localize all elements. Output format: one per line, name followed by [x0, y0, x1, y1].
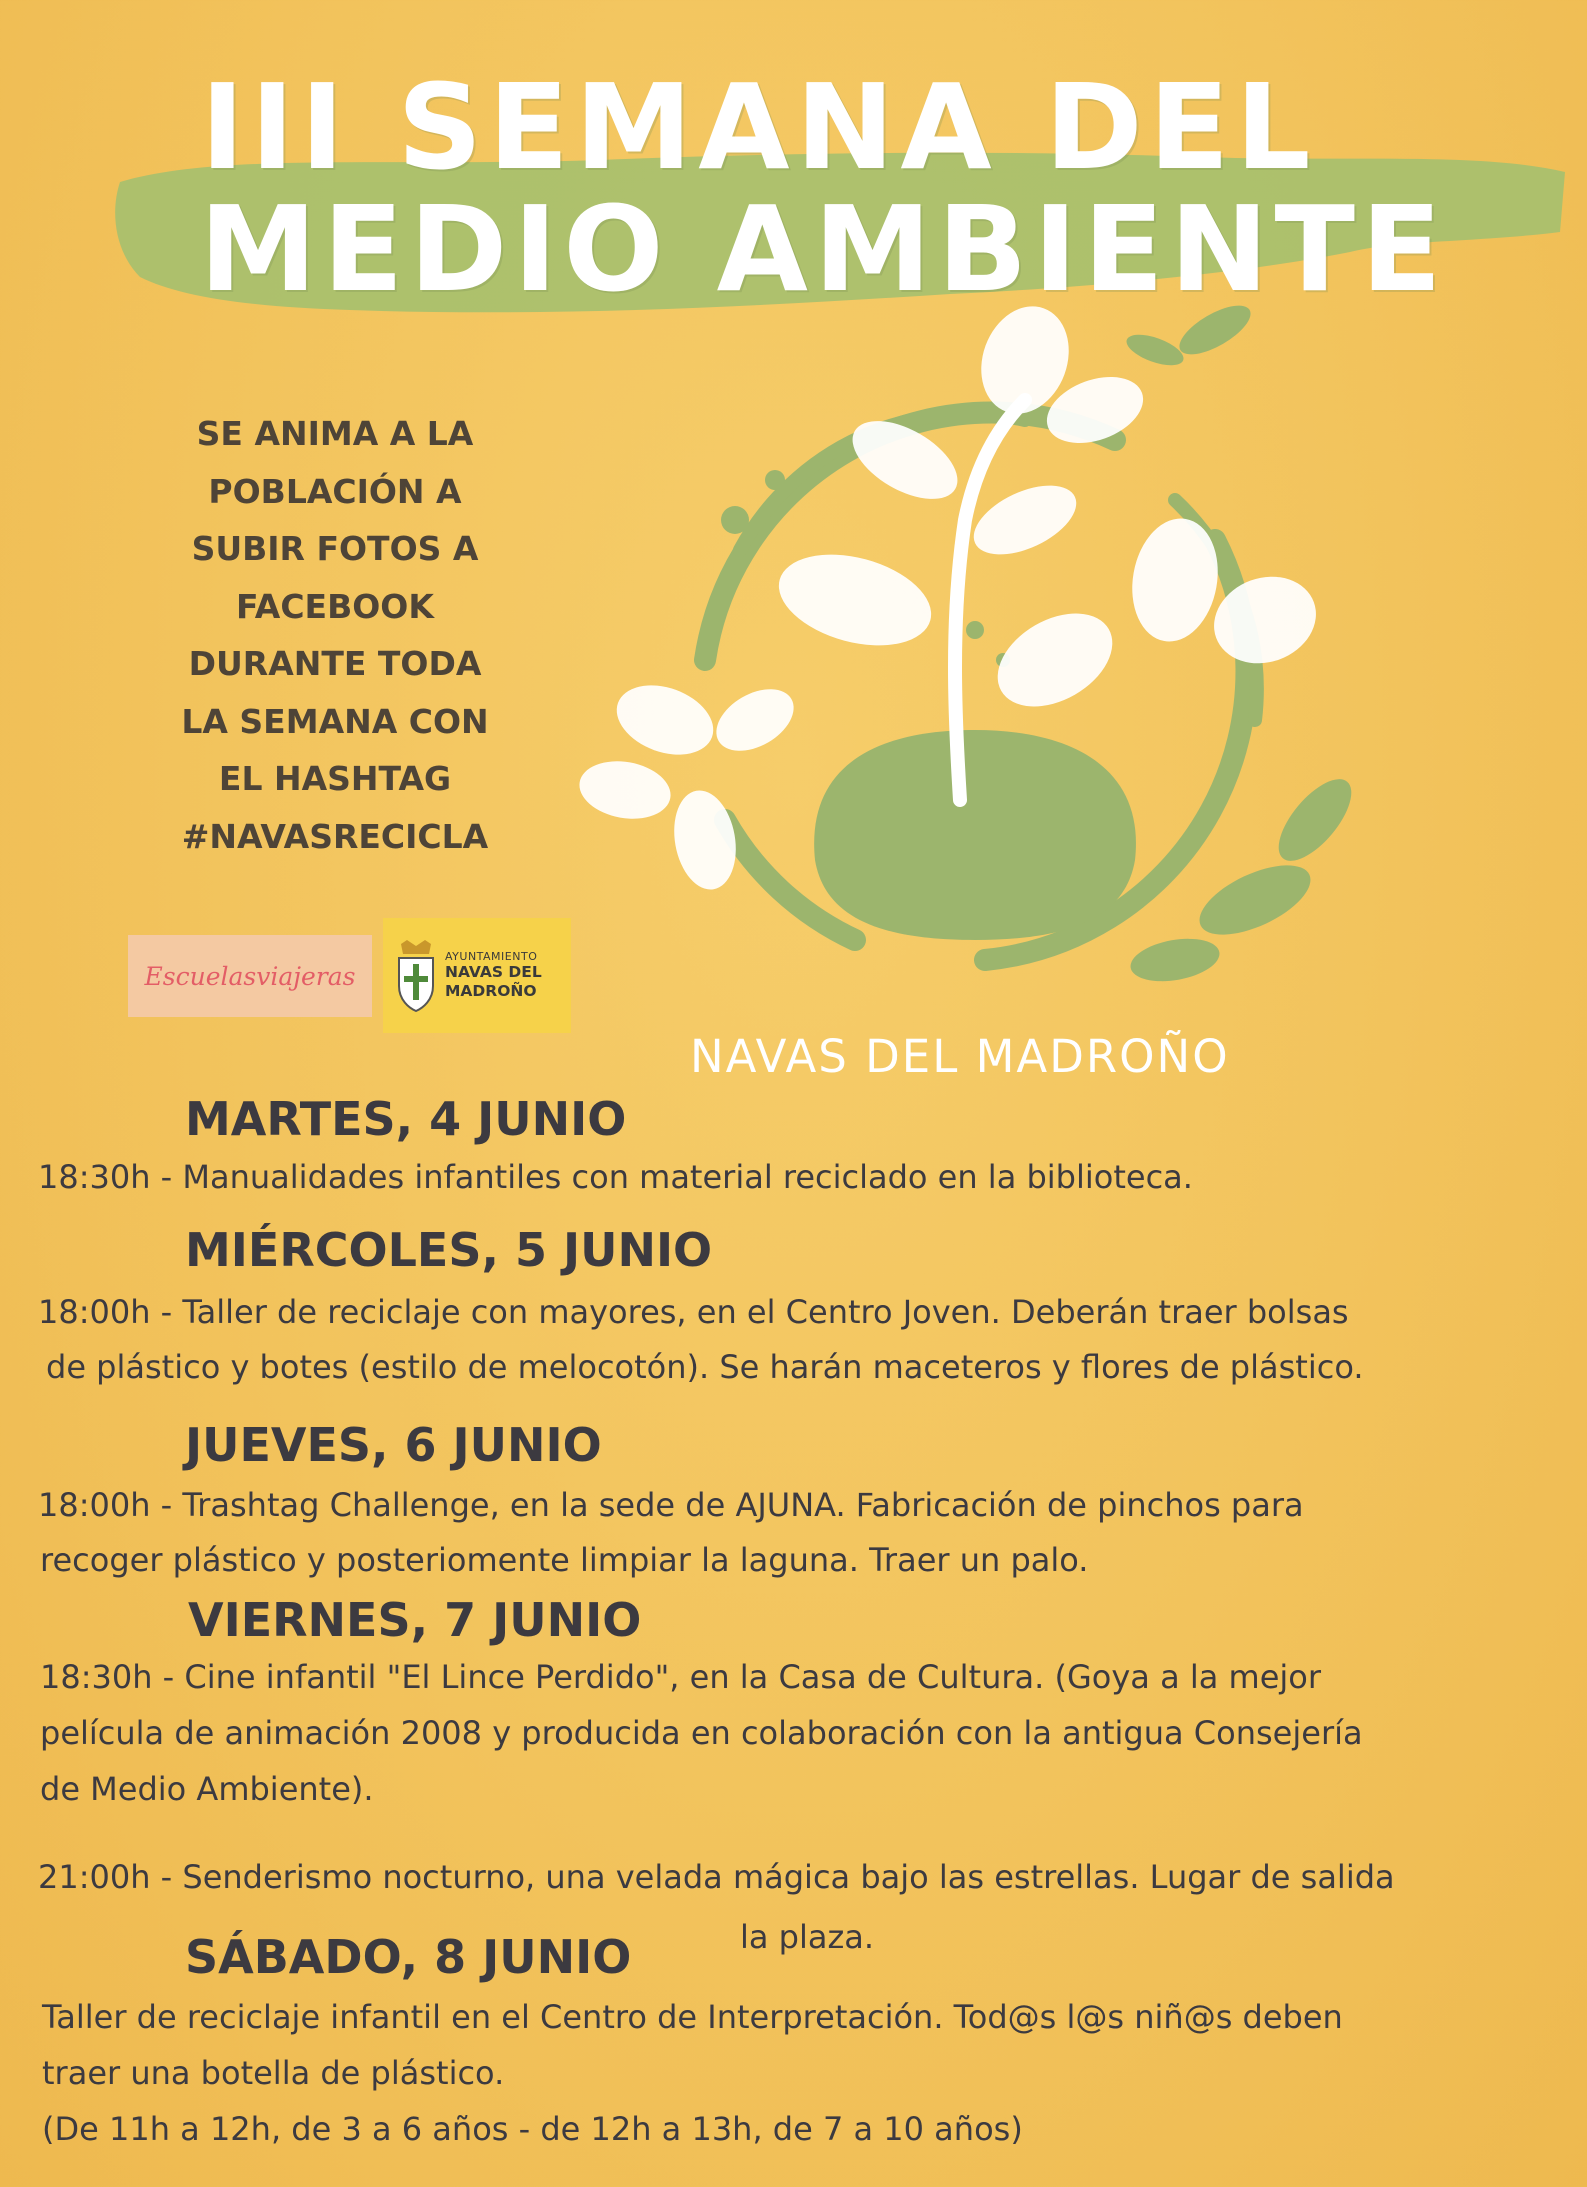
- callout-line: POBLACIÓN A: [208, 471, 462, 511]
- event-line: la plaza.: [740, 1918, 875, 1956]
- event-line: de Medio Ambiente).: [40, 1770, 374, 1808]
- event-line: (De 11h a 12h, de 3 a 6 años - de 12h a 13h, de 7 a 10 años): [42, 2110, 1023, 2148]
- callout-line: SUBIR FOTOS A: [191, 529, 479, 568]
- title-line-2: MEDIO AMBIENTE: [199, 180, 1448, 318]
- day-heading-jueves: JUEVES, 6 JUNIO: [185, 1418, 602, 1472]
- hashtag-callout: [145, 405, 525, 865]
- event-line: Taller de reciclaje infantil en el Centro de Interpretación. Tod@s l@s niñ@s deben: [42, 1998, 1343, 2036]
- callout-line: DURANTE TODA: [188, 644, 482, 683]
- event-line: película de animación 2008 y producida en colaboración con la antigua Consejería: [40, 1714, 1363, 1752]
- event-line: 18:30h - Manualidades infantiles con material reciclado en la biblioteca.: [38, 1158, 1193, 1196]
- callout-line: FACEBOOK: [236, 586, 434, 626]
- event-line: de plástico y botes (estilo de melocotón). Se harán maceteros y flores de plástico.: [46, 1348, 1364, 1386]
- event-line: 18:00h - Taller de reciclaje con mayores, en el Centro Joven. Deberán traer bolsas: [38, 1293, 1349, 1331]
- day-heading-martes: MARTES, 4 JUNIO: [185, 1092, 627, 1146]
- callout-line: #NAVASRECICLA: [181, 816, 489, 856]
- event-line: 18:00h - Trashtag Challenge, en la sede de AJUNA. Fabricación de pinchos para: [38, 1486, 1304, 1524]
- event-line: 18:30h - Cine infantil "El Lince Perdido", en la Casa de Cultura. (Goya a la mejor: [40, 1658, 1321, 1696]
- callout-line: LA SEMANA CON: [181, 701, 489, 741]
- event-line: recoger plástico y posteriomente limpiar la laguna. Traer un palo.: [40, 1541, 1089, 1579]
- title-line-1: III SEMANA DEL: [200, 58, 1317, 196]
- coat-of-arms-icon: [395, 940, 437, 1012]
- day-heading-viernes: VIERNES, 7 JUNIO: [188, 1593, 642, 1647]
- ayto-small-label: AYUNTAMIENTO: [445, 950, 538, 963]
- ayuntamiento-logo: [383, 918, 571, 1033]
- plant-logo-icon: [555, 300, 1415, 1060]
- ayto-name-line-1: NAVAS DEL: [445, 963, 542, 981]
- place-name: NAVAS DEL MADROÑO: [690, 1030, 1230, 1083]
- escuelas-viajeras-logo: [128, 935, 372, 1017]
- callout-line: SE ANIMA A LA: [196, 414, 474, 453]
- day-heading-miercoles: MIÉRCOLES, 5 JUNIO: [185, 1223, 713, 1277]
- event-line: 21:00h - Senderismo nocturno, una velada mágica bajo las estrellas. Lugar de salida: [38, 1858, 1395, 1896]
- day-heading-sabado: SÁBADO, 8 JUNIO: [185, 1930, 632, 1984]
- callout-line: EL HASHTAG: [218, 759, 452, 798]
- ayto-name-line-2: MADROÑO: [445, 982, 537, 1000]
- escuelas-logo-text: Escuelasviajeras: [144, 961, 356, 991]
- event-line: traer una botella de plástico.: [42, 2054, 505, 2092]
